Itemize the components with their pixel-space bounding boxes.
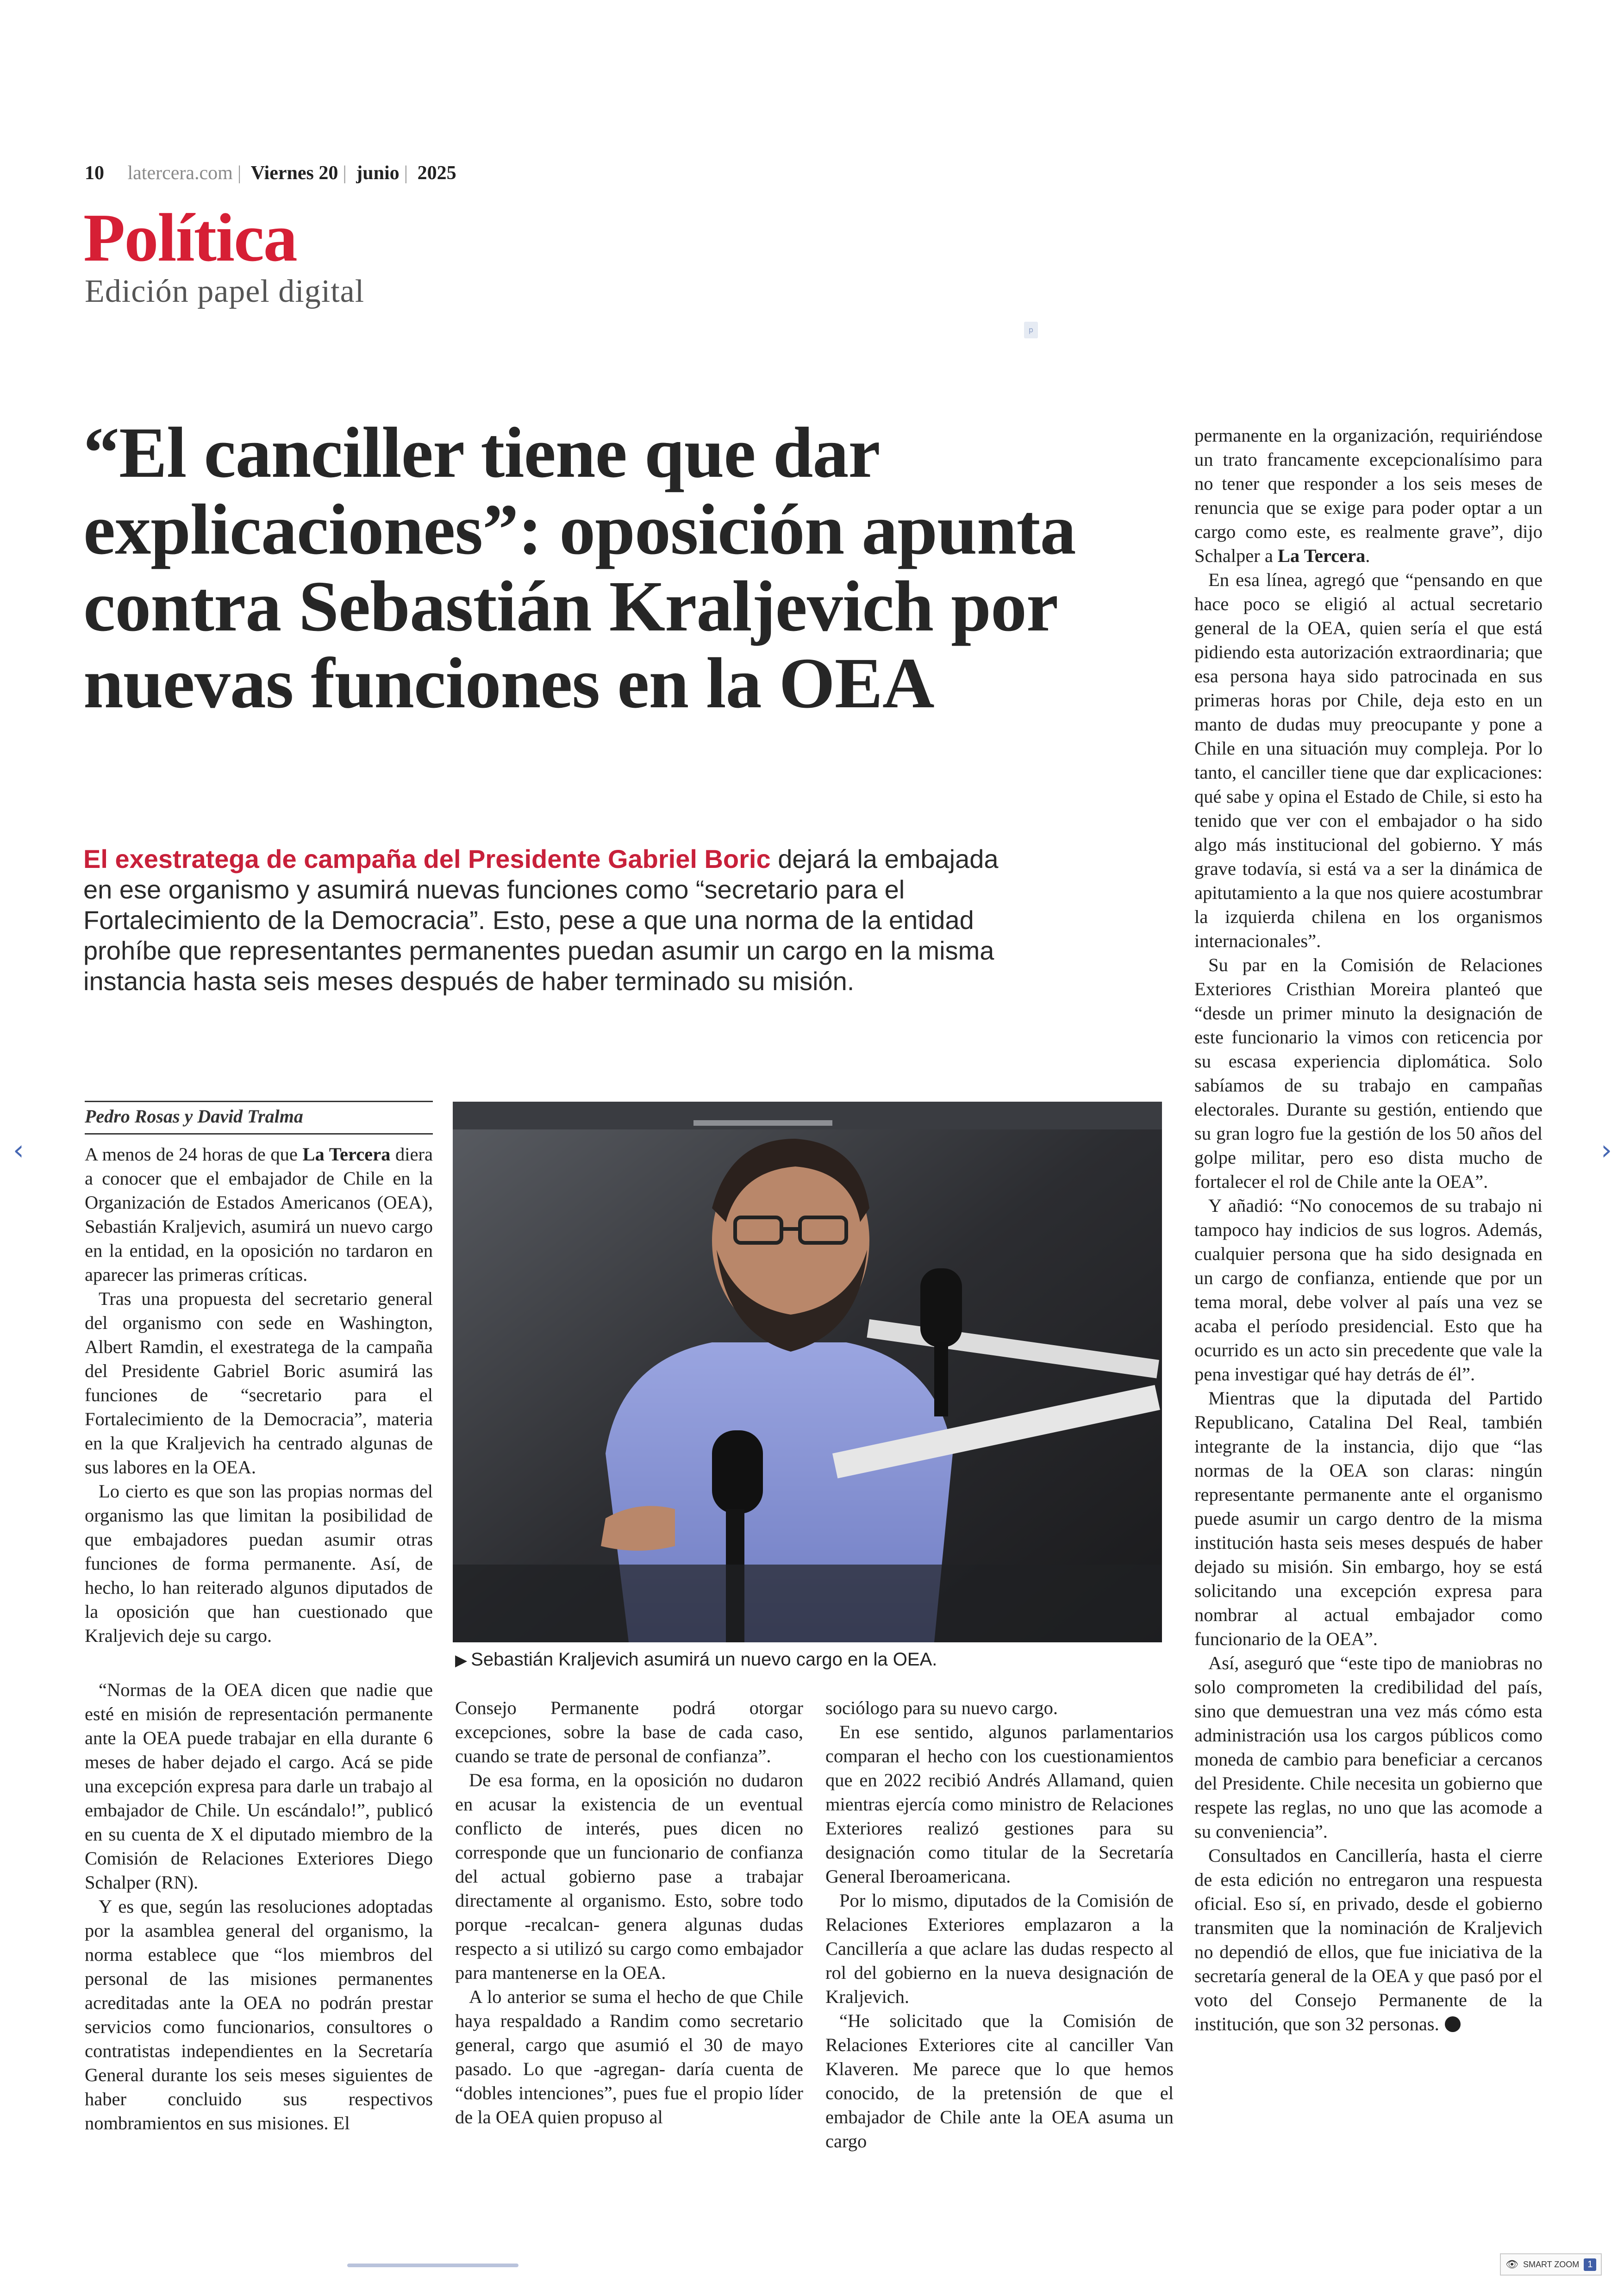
paragraph: Tras una propuesta del secretario general del organismo con sede en Washington, Albert Ramdin, el exestratega de la campaña del Presidente Gabriel Boric asumirá las funciones de “secretario para el Fortalecimiento de la Democracia”, materia en la que Kraljevich ha centrado algunas de sus labores en la OEA.: [85, 1288, 433, 1478]
paragraph: Lo cierto es que son las propias normas del organismo las que limitan la posibilidad de que embajadores puedan asumir otras funciones de forma permanente. Así, de hecho, lo han reiterado algunos diputados de la oposición que han cuestionado que Kraljevich deje su cargo.: [85, 1481, 433, 1646]
body-column-4: [1194, 424, 1543, 2036]
smart-zoom-label: SMART ZOOM: [1523, 2259, 1580, 2269]
paragraph: Así, aseguró que “este tipo de maniobras no solo comprometen la credibilidad del país, sino que demuestran una vez más cómo esta administración usa los cargos públicos como moneda de cambio para beneficiar a cercanos del Presidente. Chile necesita un gobierno que respete las reglas, no uno que las acomode a su conveniencia”.: [1194, 1653, 1543, 1842]
paragraph: sociólogo para su nuevo cargo.: [825, 1697, 1058, 1718]
paragraph: Y es que, según las resoluciones adoptadas por la asamblea general del organismo, la norma establece que “los miembros del personal de las misiones permanentes acreditadas ante la OEA no podrán prestar servicios como funcionarios, consultores o contratistas independientes en la Secretaría General durante los seis meses siguientes de haber concluido sus respectivos nombramientos en sus misiones. El: [85, 1896, 433, 2133]
paragraph: Su par en la Comisión de Relaciones Exteriores Cristhian Moreira planteó que “desde un primer minuto la designación de este funcionario la vimos con reticencia por su escasa experiencia diplomática. Solo sabíamos de su trabajo en campañas electorales. Durante su gestión, entiendo que su gran logro fue la gestión de los 50 años del golpe militar, pero eso dista mucho de fortalecer el rol de Chile ante la OEA”.: [1194, 954, 1543, 1192]
byline: Pedro Rosas y David Tralma: [85, 1106, 303, 1127]
body-column-1: [85, 1142, 433, 1648]
edition-label: Edición papel digital: [85, 274, 365, 309]
page-scroll-indicator[interactable]: [347, 2264, 518, 2267]
article-lede: [83, 844, 1009, 997]
date-day: Viernes 20: [250, 162, 338, 184]
date-month: junio: [356, 162, 400, 184]
page-number: 10: [85, 162, 104, 184]
section-title: Política: [83, 200, 297, 276]
caption-text: Sebastián Kraljevich asumirá un nuevo cargo en la OEA.: [471, 1649, 937, 1670]
paragraph: De esa forma, en la oposición no dudaron en acusar la existencia de un eventual conflicto de interés, pues dicen no corresponde que un funcionario de confianza del actual gobierno pase a trabajar directamente al organismo. Esto, sobre todo porque -recalcan- genera algunas dudas respecto a si utilizó su cargo como embajador para mantenerse en la OEA.: [455, 1770, 803, 1983]
body-column-3: [825, 1696, 1174, 2153]
paragraph: “Normas de la OEA dicen que nadie que esté en misión de representación permanente ante la OEA puede trabajar en ella durante 6 meses de haber dejado el cargo. Acá se pide una excepción expresa para darle un trabajo al embajador de Chile. Un escándalo!”, publicó en su cuenta de X el diputado miembro de la Comisión de Relaciones Exteriores Diego Schalper (RN).: [85, 1679, 433, 1893]
chevron-right-icon[interactable]: ›: [1601, 1134, 1612, 1166]
page-header: 10 latercera.com | Viernes 20 | junio | 2025: [85, 162, 456, 184]
body-column-2: [455, 1696, 803, 2129]
date-year: 2025: [417, 162, 456, 184]
paragraph: permanente en la organización, requiriéndose un trato francamente excepcionalísimo para no tener que responder a los seis meses de renuncia que se exige para poder optar a un cargo como este, es realmente grave”, dijo Schalper a La Tercera.: [1194, 425, 1543, 566]
photo-caption: [455, 1649, 937, 1670]
paragraph: A lo anterior se suma el hecho de que Chile haya respaldado a Randim como secretario general, cargo que asumió el 30 de mayo pasado. Lo que -agregan- daría cuenta de “dobles intenciones”, pues fue el propio líder de la OEA quien propuso al: [455, 1986, 803, 2127]
lede-text: dejará la embajada en ese organismo y asumirá nuevas funciones como “secretario para el Fortalecimiento de la Democracia”. Esto, pese a que una norma de la entidad prohíbe que representantes permanentes puedan asumir un cargo en la misma instancia hasta seis meses después de haber terminado su misión.: [83, 844, 999, 996]
paragraph: A menos de 24 horas de que La Tercera diera a conocer que el embajador de Chile en la Organización de Estados Americanos (OEA), Sebastián Kraljevich, asumirá un nuevo cargo en la entidad, en la oposición no tardaron en aparecer las primeras críticas.: [85, 1144, 433, 1285]
body-column-1-continued: [85, 1678, 433, 2135]
paper-name: La Tercera: [302, 1144, 391, 1165]
paragraph: [1194, 1844, 1543, 2036]
paragraph: En ese sentido, algunos parlamentarios comparan el hecho con los cuestionamientos que en 2022 recibió Andrés Allamand, quien mientras ejercía como ministro de Relaciones Exteriores realizó gestiones para su designación como titular de la Secretaría General Iberoamericana.: [825, 1721, 1174, 1887]
paragraph: Mientras que la diputada del Partido Republicano, Catalina Del Real, también integrante de la instancia, dijo que “las normas de la OEA son claras: ningún representante permanente ante el organismo puede asumir un cargo dentro de la misma institución hasta seis meses después de haber dejado su misión. Sin embargo, hoy se está solicitando una excepción expresa para nombrar al actual embajador como funcionario de la OEA”.: [1194, 1388, 1543, 1649]
article-photo: [453, 1102, 1162, 1642]
chevron-left-icon[interactable]: ‹: [13, 1134, 24, 1166]
page-marker-icon[interactable]: p: [1024, 322, 1038, 338]
page-badge: 1: [1584, 2258, 1596, 2271]
photo-illustration: [453, 1102, 1162, 1642]
byline-rule: [85, 1133, 433, 1135]
paragraph: Por lo mismo, diputados de la Comisión de Relaciones Exteriores emplazaron a la Cancillería a que aclare las dudas respecto al rol del gobierno en la nueva designación de Kraljevich.: [825, 1890, 1174, 2007]
paper-name: La Tercera: [1277, 545, 1366, 566]
closing-text: Consultados en Cancillería, hasta el cierre de esta edición no entregaron una respuesta oficial. Eso sí, en privado, desde el gobierno transmiten que la nominación de Kraljevich no dependió de ellos, que fue iniciativa de la secretaría general de la OEA y que pasó por el voto del Consejo Permanente de la institución, que son 32 personas.: [1194, 1845, 1543, 2034]
paragraph: “He solicitado que la Comisión de Relaciones Exteriores cite al canciller Van Klaveren. Me parece que lo que hemos conocido, de la pretensión de que el embajador de Chile ante la OEA asuma un cargo: [825, 2010, 1174, 2152]
article-headline: “El canciller tiene que dar explicaciones”: oposición apunta contra Sebastián Kraljevich por nuevas funciones en la OEA: [83, 412, 1076, 723]
end-mark-icon: [1445, 2016, 1461, 2032]
site-name: latercera.com: [127, 162, 233, 184]
lede-highlight: El exestratega de campaña del Presidente Gabriel Boric: [83, 844, 771, 873]
paragraph: Y añadió: “No conocemos de su trabajo ni tampoco hay indicios de sus logros. Además, cualquier persona que ha sido designada en un cargo de confianza, entiende que por un tema moral, debe volver al país una vez se acaba el período presidencial. Esto que ha ocurrido es un acto sin precedente que vale la pena investigar qué hay detrás de él”.: [1194, 1195, 1543, 1384]
caption-marker-icon: ▶: [455, 1652, 468, 1669]
paragraph: En esa línea, agregó que “pensando en que hace poco se eligió al actual secretario general de la OEA, quien sería el que está pidiendo esta autorización extraordinaria; que esa persona haya sido patrocinada en sus primeras horas por Chile, deja esto en un manto de dudas muy preocupante y pone a Chile en una situación muy compleja. Por lo tanto, el canciller tiene que dar explicaciones: qué sabe y opina el Estado de Chile, si esto ha tenido que ver con el embajador o ha sido algo más institucional del gobierno. Y más grave todavía, si está va a ser la dinámica de apitutamiento a la que nos quiere acostumbrar la izquierda chilena en los organismos internacionales”.: [1194, 569, 1543, 951]
smart-zoom-button[interactable]: [1500, 2253, 1602, 2276]
paragraph: Consejo Permanente podrá otorgar excepciones, sobre la base de cada caso, cuando se trate de personal de confianza”.: [455, 1697, 803, 1766]
eye-icon: 👁: [1505, 2258, 1518, 2270]
byline-rule: [85, 1101, 433, 1102]
